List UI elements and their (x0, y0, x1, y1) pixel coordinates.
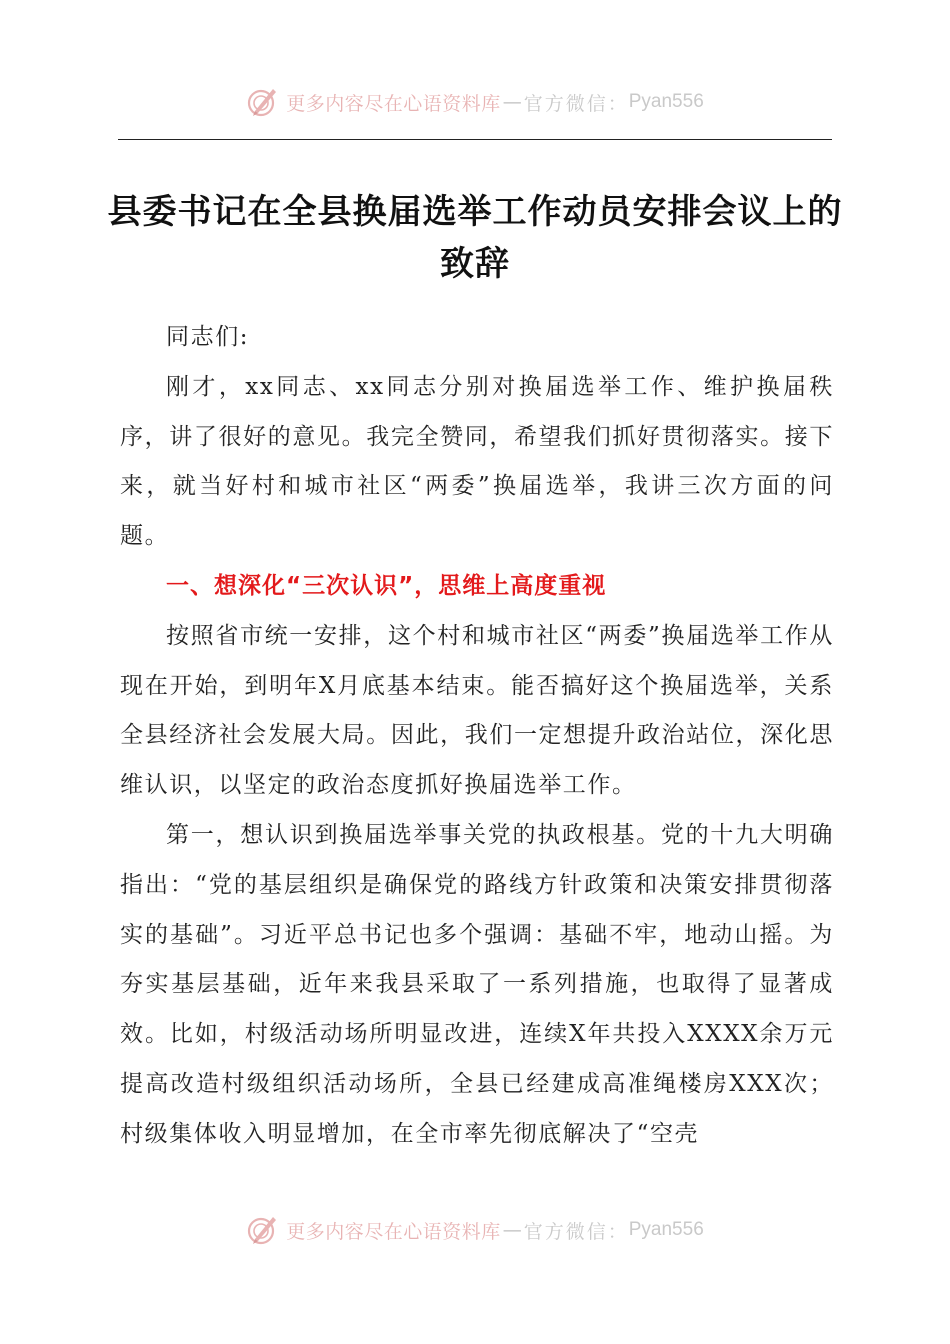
banner-wechat-handle: Pyan556 (628, 1219, 704, 1240)
document-title: 县委书记在全县换届选举工作动员安排会议上的致辞 (107, 192, 843, 284)
paragraph-intro: 刚才，xx同志、xx同志分别对换届选举工作、维护换届秩序，讲了很好的意见。我完全赞同，希望我们抓好贯彻落实。接下来，就当好村和城市社区“两委”换届选举，我讲三次方面的问题。 (120, 373, 834, 550)
paragraph-first-point: 第一，想认识到换届选举事关党的执政根基。党的十九大明确指出：“党的基层组织是确保党的路线方针政策和决策安排贯彻落实的基础”。习近平总书记也多个强调：基础不牢，地动山摇。为夯实基层基础，近年来我县采取了一系列措施，也取得了显著成效。比如，村级活动场所明显改进，连续X年共投入XXXX余万元提高改造村级组织活动场所，全县已经建成高准绳楼房XXX次；村级集体收入明显增加，在全市率先彻底解决了“空壳 (120, 821, 834, 1147)
paragraph-arrangement: 按照省市统一安排，这个村和城市社区“两委”换届选举工作从现在开始，到明年X月底基本结束。能否搞好这个换届选举，关系全县经济社会发展大局。因此，我们一定想提升政治站位，深化思维认识，以坚定的政治态度抓好换届选举工作。 (120, 622, 834, 799)
banner-dash: — (502, 91, 522, 113)
header-banner (0, 80, 950, 124)
banner-brand-text: 更多内容尽在心语资料库 (286, 1220, 501, 1243)
pen-logo-icon (246, 1213, 280, 1247)
banner-wechat-label: 官方微信： (523, 1220, 629, 1243)
pen-logo-icon (246, 85, 280, 119)
paragraph-salutation: 同志们: (166, 324, 250, 350)
banner-brand-text: 更多内容尽在心语资料库 (286, 92, 501, 115)
footer-banner (0, 1208, 950, 1252)
header-rule (118, 139, 832, 140)
banner-wechat-label: 官方微信： (523, 92, 629, 115)
banner-wechat-handle: Pyan556 (628, 91, 704, 112)
document-body (120, 313, 834, 1160)
section-heading: 一、想深化“三次认识”，思维上高度重视 (166, 572, 607, 599)
banner-dash: — (502, 1219, 522, 1241)
